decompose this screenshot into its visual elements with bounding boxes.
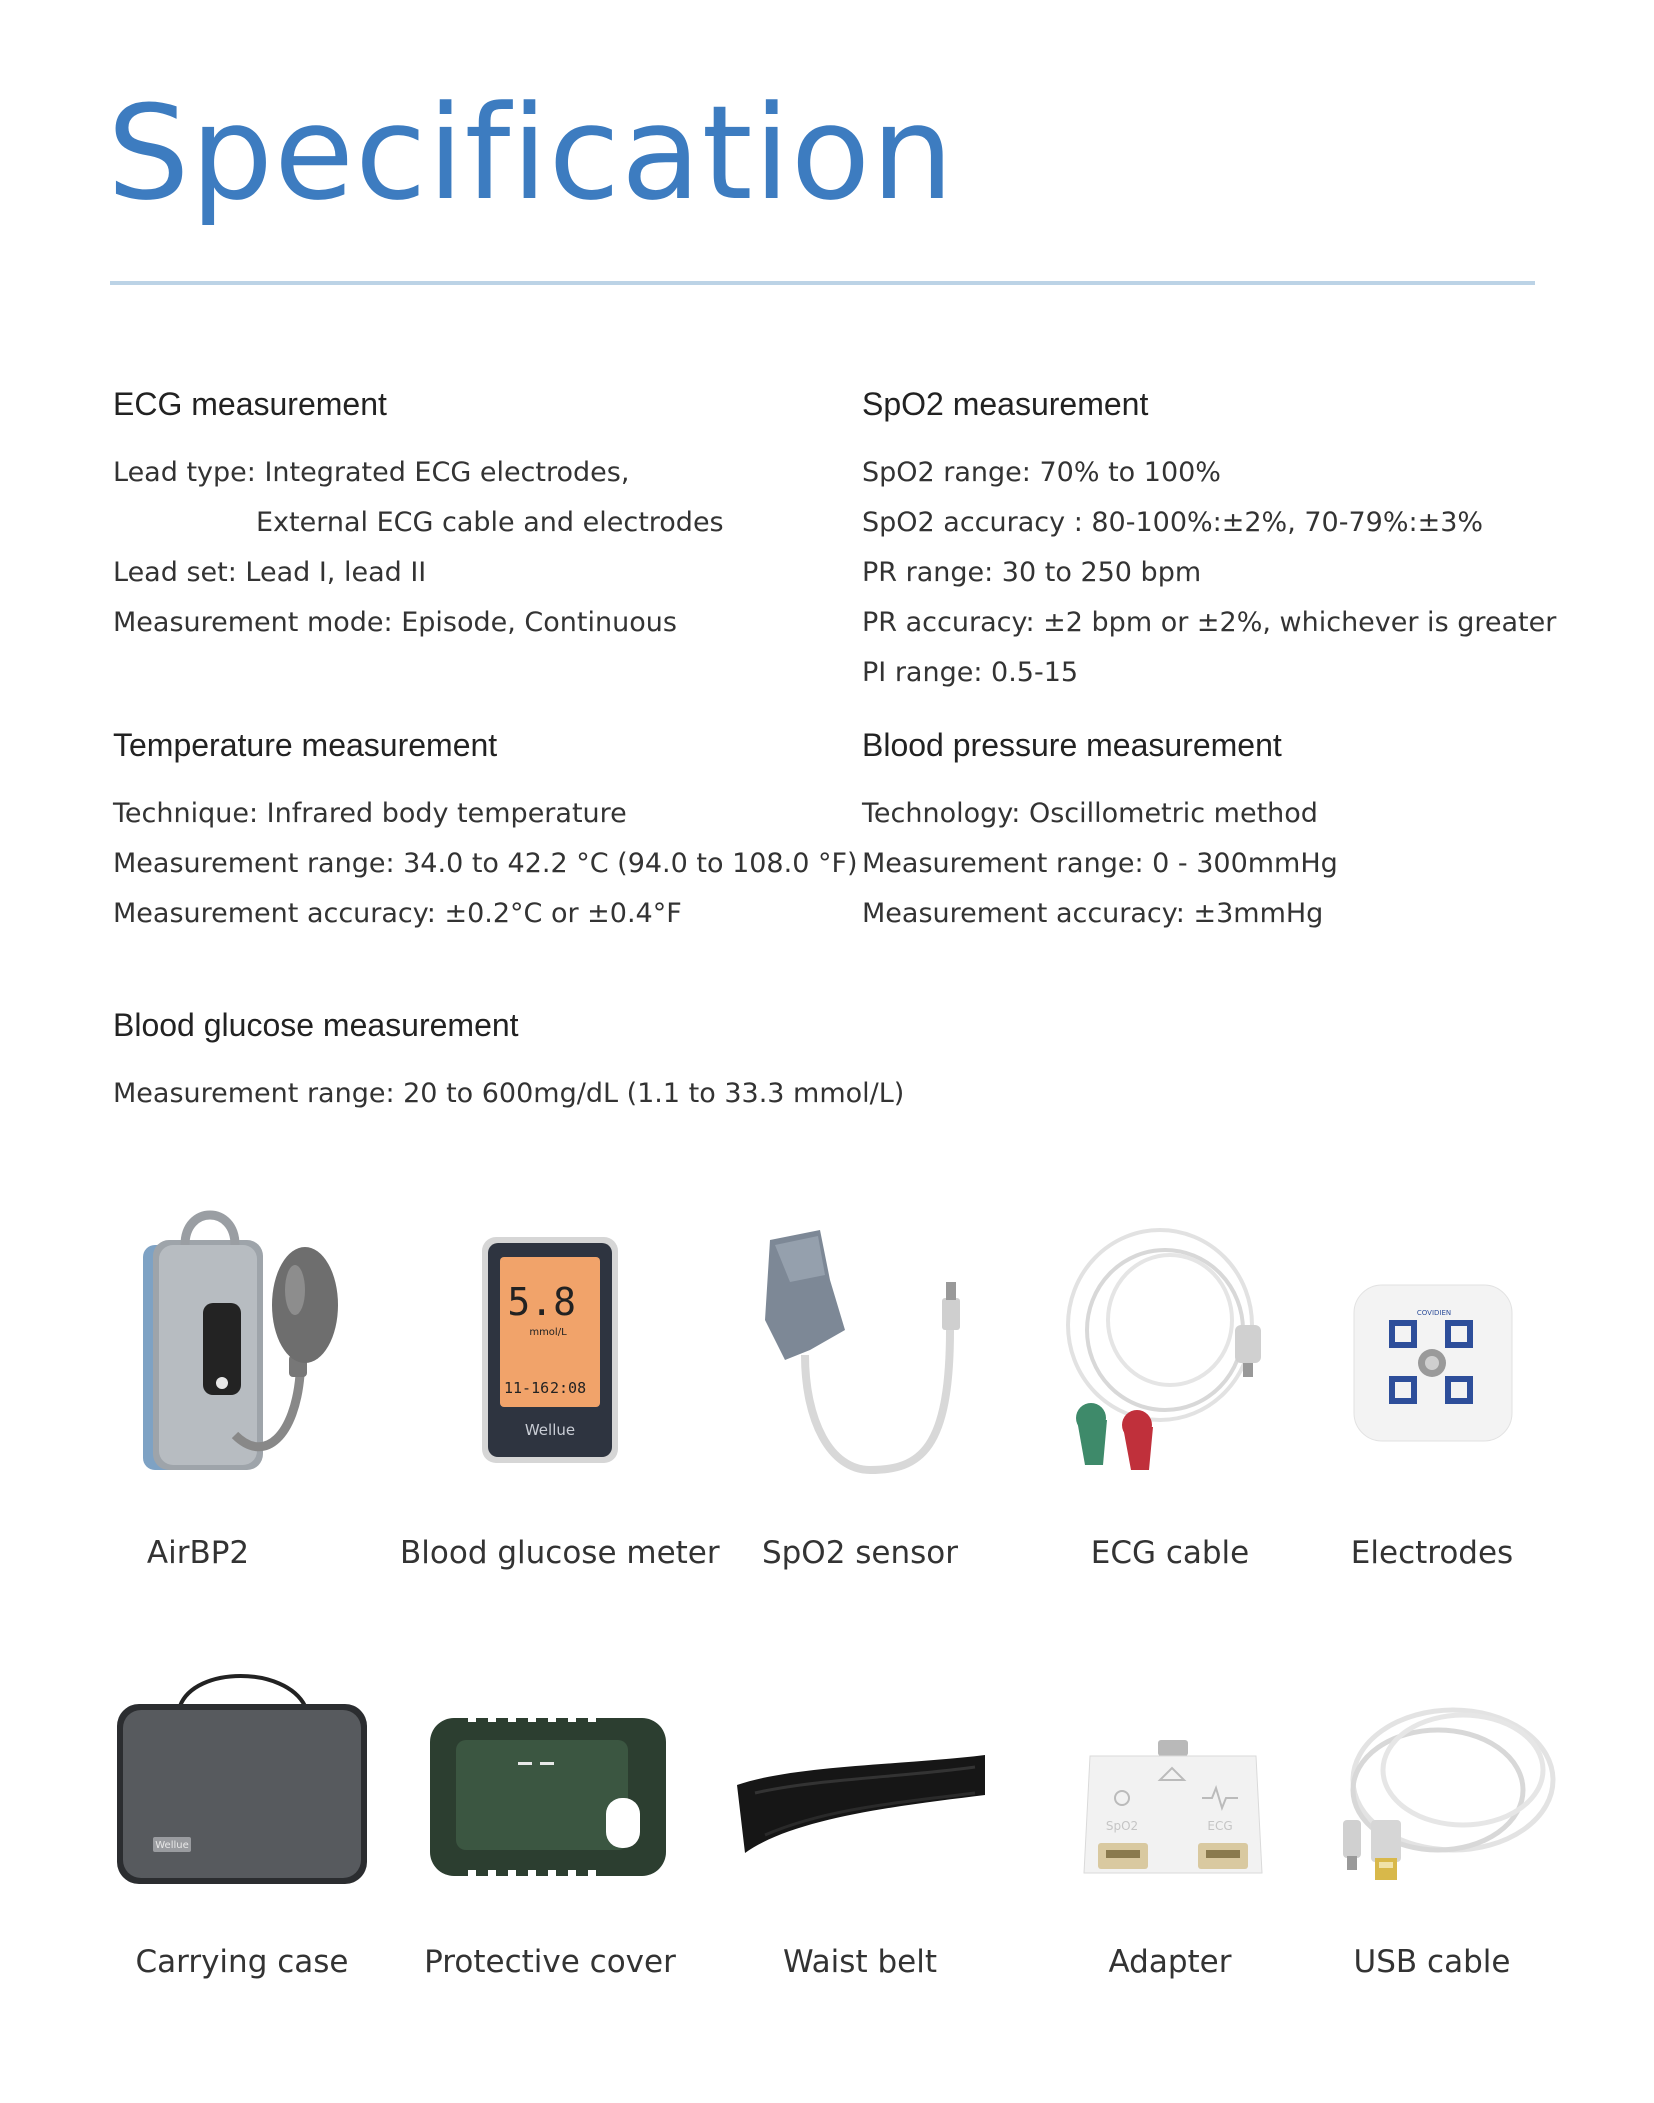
blood-pressure-section	[862, 725, 1338, 939]
temperature-line: Technique: Infrared body temperature	[113, 798, 627, 829]
adapter-label-spo2: SpO2	[1105, 1819, 1139, 1833]
spo2-sensor-image	[750, 1220, 980, 1480]
ecg-line: Lead type: Integrated ECG electrodes,	[113, 457, 630, 488]
glucose-heading: Blood glucose measurement	[113, 1007, 519, 1043]
spo2-section	[862, 384, 1556, 698]
protective-cover-image	[428, 1710, 668, 1880]
usb-cable-caption: USB cable	[1353, 1944, 1511, 1980]
adapter-caption: Adapter	[1108, 1944, 1232, 1980]
glucose-meter-unit: mmol/L	[529, 1327, 567, 1338]
waist-belt-caption: Waist belt	[783, 1944, 937, 1980]
blood-pressure-line: Measurement range: 0 - 300mmHg	[862, 848, 1338, 879]
blood-pressure-line: Technology: Oscillometric method	[862, 798, 1318, 829]
ecg-heading: ECG measurement	[113, 386, 387, 422]
electrodes-caption: Electrodes	[1350, 1535, 1514, 1571]
spo2-line: PI range: 0.5-15	[862, 657, 1079, 688]
carrying-case-image	[115, 1670, 369, 1888]
spo2-heading: SpO2 measurement	[862, 386, 1149, 422]
spo2-sensor-caption: SpO2 sensor	[761, 1535, 959, 1571]
ecg-cable-caption: ECG cable	[1090, 1535, 1250, 1571]
carrying-case-brand: Wellue	[155, 1840, 189, 1851]
glucose-meter-time: 2:08	[550, 1379, 587, 1397]
glucose-line: Measurement range: 20 to 600mg/dL (1.1 to 33.3 mmol/L)	[113, 1078, 905, 1109]
airbp2-caption: AirBP2	[146, 1535, 250, 1571]
carrying-case-caption: Carrying case	[135, 1944, 349, 1980]
ecg-cable-image	[1055, 1215, 1285, 1485]
ecg-line: Lead set: Lead I, lead II	[113, 557, 427, 588]
title-divider	[110, 281, 1535, 285]
page-title: Specification	[107, 77, 955, 229]
temperature-section	[113, 725, 858, 939]
ecg-line: External ECG cable and electrodes	[256, 507, 724, 538]
glucose-meter-reading: 5.8	[507, 1280, 576, 1324]
electrodes-brand: COVIDIEN	[1416, 1309, 1452, 1317]
spo2-line: SpO2 accuracy : 80-100%:±2%, 70-79%:±3%	[862, 507, 1484, 538]
temperature-line: Measurement range: 34.0 to 42.2 °C (94.0 to 108.0 °F)	[113, 848, 858, 879]
temperature-line: Measurement accuracy: ±0.2°C or ±0.4°F	[113, 898, 682, 929]
spo2-line: PR accuracy: ±2 bpm or ±2%, whichever is greater	[862, 607, 1557, 638]
spo2-line: SpO2 range: 70% to 100%	[862, 457, 1221, 488]
blood-pressure-heading: Blood pressure measurement	[862, 727, 1282, 763]
electrodes-image	[1352, 1283, 1514, 1443]
glucose-section	[113, 1005, 904, 1119]
ecg-line: Measurement mode: Episode, Continuous	[113, 607, 677, 638]
glucose-meter-image	[480, 1235, 620, 1465]
glucose-meter-date: 11-16	[504, 1379, 550, 1397]
usb-cable-image	[1303, 1700, 1563, 1890]
glucose-meter-caption: Blood glucose meter	[400, 1535, 720, 1571]
airbp2-image	[125, 1205, 355, 1485]
glucose-meter-brand: Wellue	[524, 1421, 576, 1439]
spo2-line: PR range: 30 to 250 bpm	[862, 557, 1202, 588]
adapter-image	[1080, 1738, 1266, 1883]
ecg-section	[113, 384, 724, 648]
temperature-heading: Temperature measurement	[113, 727, 498, 763]
adapter-label-ecg: ECG	[1207, 1819, 1233, 1833]
waist-belt-image	[735, 1745, 987, 1860]
blood-pressure-line: Measurement accuracy: ±3mmHg	[862, 898, 1324, 929]
protective-cover-caption: Protective cover	[424, 1944, 676, 1980]
